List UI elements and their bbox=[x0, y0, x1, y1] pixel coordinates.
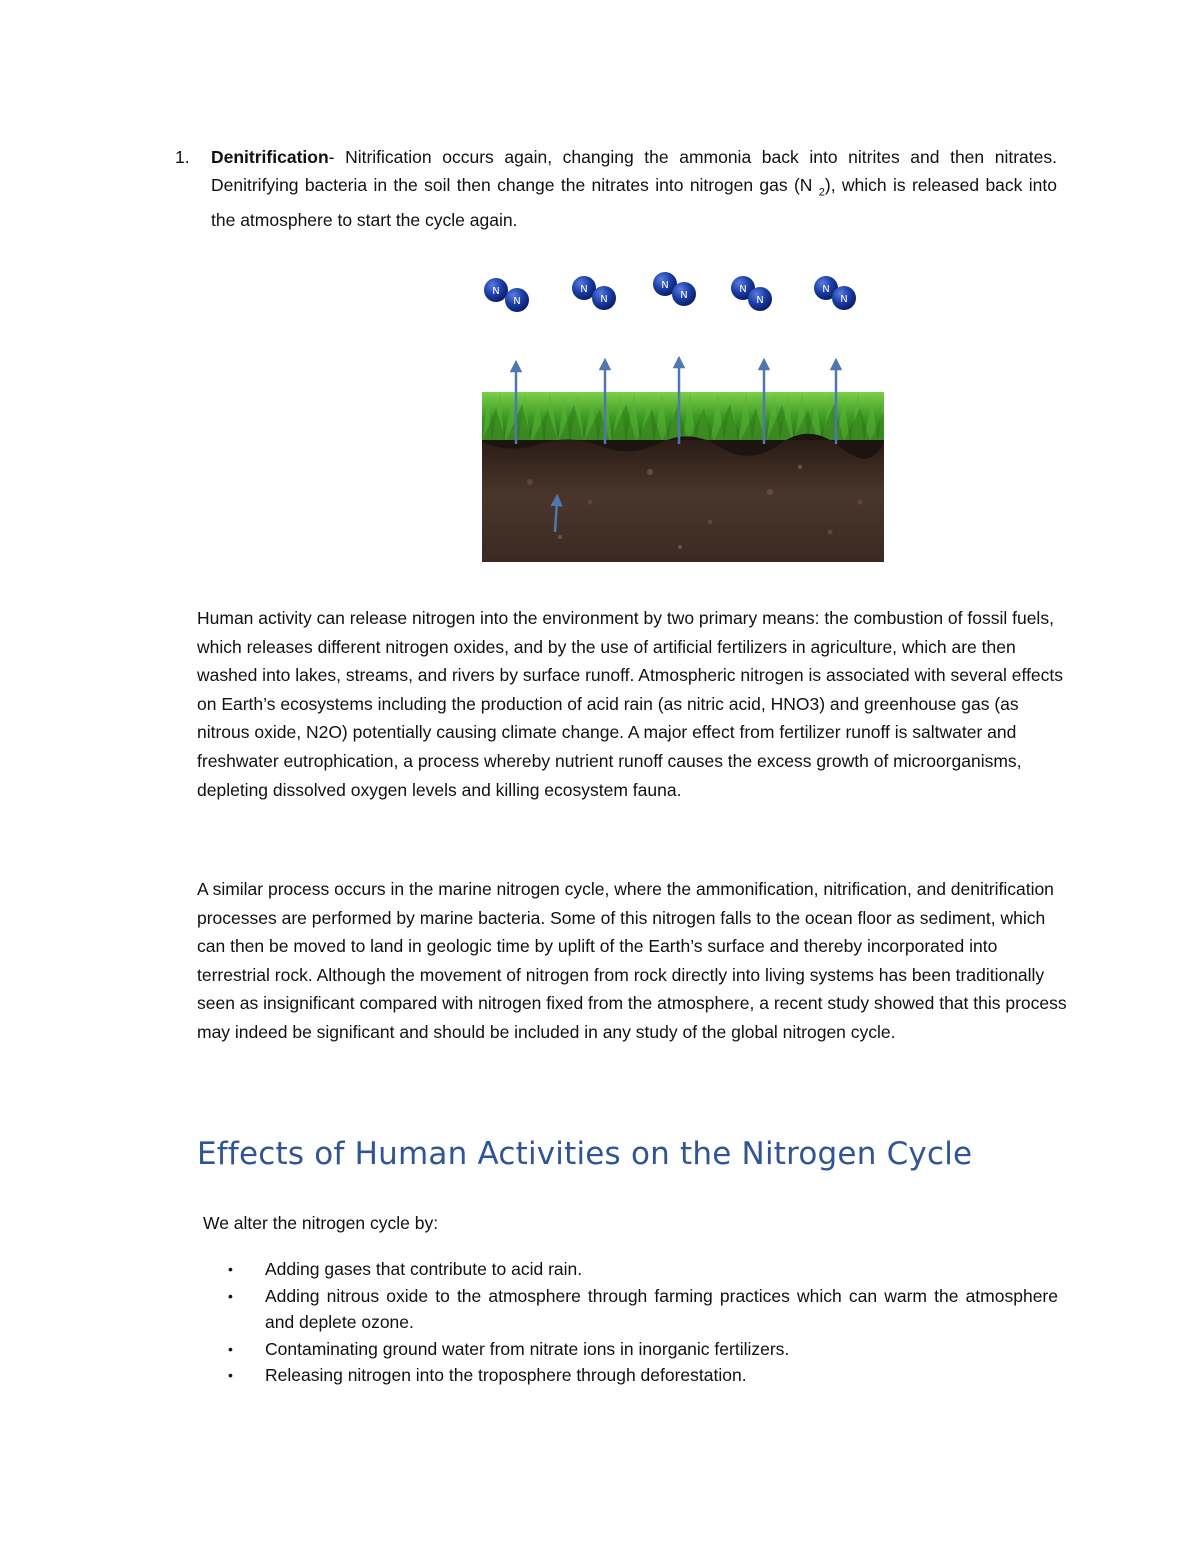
denitrification-illustration bbox=[470, 262, 900, 572]
list-item bbox=[228, 1336, 1058, 1363]
bullet-text: Adding nitrous oxide to the atmosphere through farming practices which can warm the atmosphere and deplete ozone. bbox=[265, 1285, 1058, 1332]
paragraph-human-activity: Human activity can release nitrogen into the environment by two primary means: the combustion of fossil fuels, which releases different nitrogen oxides, and by the use of artificial fertilizers in agriculture, which are then washed into lakes, streams, and rivers by surface runoff. Atmospheric nitrogen is associated with several effects on Earth’s ecosystems including the production of acid rain (as nitric acid, HNO3) and greenhouse gas (as nitrous oxide, N2O) potentially causing climate change. A major effect from fertilizer runoff is saltwater and freshwater eutrophication, a process whereby nutrient runoff causes the excess growth of microorganisms, depleting dissolved oxygen levels and killing ecosystem fauna. bbox=[197, 608, 1064, 800]
atom-label: N bbox=[822, 284, 830, 295]
list-item bbox=[228, 1283, 1058, 1336]
bullet-icon: • bbox=[228, 1261, 233, 1277]
bullet-icon: • bbox=[228, 1287, 233, 1304]
bullet-icon: • bbox=[228, 1340, 233, 1357]
nitrogen-molecule-5 bbox=[814, 276, 856, 310]
atom-label: N bbox=[513, 296, 521, 307]
list-item-text-a: - Nitrification occurs again, changing the ammonia back into nitrites and then nitrates. Denitrifying bacteria in the soil then change the nitrates into nitrogen gas (N bbox=[211, 147, 1057, 195]
list-item bbox=[228, 1256, 1058, 1283]
atom-label: N bbox=[600, 294, 608, 305]
paragraph-marine-cycle: A similar process occurs in the marine nitrogen cycle, where the ammonification, nitrification, and denitrification processes are performed by marine bacteria. Some of this nitrogen falls to the ocean floor as sediment, which can then be moved to land in geologic time by uplift of the Earth’s surface and thereby incorporated into terrestrial rock. Although the movement of nitrogen from rock directly into living systems has been traditionally seen as insignificant compared with nitrogen fixed from the atmosphere, a recent study showed that this process may indeed be significant and should be included in any study of the global nitrogen cycle. bbox=[197, 879, 1067, 1042]
list-item-term: Denitrification bbox=[211, 147, 329, 167]
section-heading: Effects of Human Activities on the Nitrogen Cycle bbox=[197, 1136, 973, 1172]
list-item bbox=[228, 1362, 1058, 1389]
bullet-text: Contaminating ground water from nitrate ions in inorganic fertilizers. bbox=[265, 1338, 790, 1359]
atom-label: N bbox=[580, 284, 588, 295]
list-item-subscript: 2 bbox=[818, 186, 825, 198]
bullet-text: Releasing nitrogen into the troposphere through deforestation. bbox=[265, 1365, 747, 1385]
bullet-list bbox=[228, 1256, 1058, 1389]
nitrogen-molecule-2 bbox=[572, 276, 616, 310]
nitrogen-molecule-3 bbox=[653, 272, 696, 306]
nitrogen-molecule-4 bbox=[731, 276, 772, 311]
numbered-list-item bbox=[175, 144, 1057, 234]
list-item-body bbox=[211, 144, 1057, 234]
bullet-icon: • bbox=[228, 1367, 233, 1383]
grass-layer bbox=[482, 392, 884, 442]
nitrogen-molecule-1 bbox=[484, 278, 529, 312]
atom-label: N bbox=[661, 280, 669, 291]
soil-layer bbox=[482, 434, 884, 562]
atom-label: N bbox=[840, 294, 848, 305]
atom-label: N bbox=[756, 295, 764, 306]
intro-text: We alter the nitrogen cycle by: bbox=[203, 1213, 439, 1233]
atom-label: N bbox=[680, 290, 688, 301]
atom-label: N bbox=[492, 286, 500, 297]
list-number: 1. bbox=[175, 147, 190, 167]
bullet-text: Adding gases that contribute to acid rain. bbox=[265, 1259, 583, 1279]
atom-label: N bbox=[739, 284, 747, 295]
list-item-text-b: ), which is released back into the atmosphere to start the cycle again. bbox=[211, 174, 1057, 230]
